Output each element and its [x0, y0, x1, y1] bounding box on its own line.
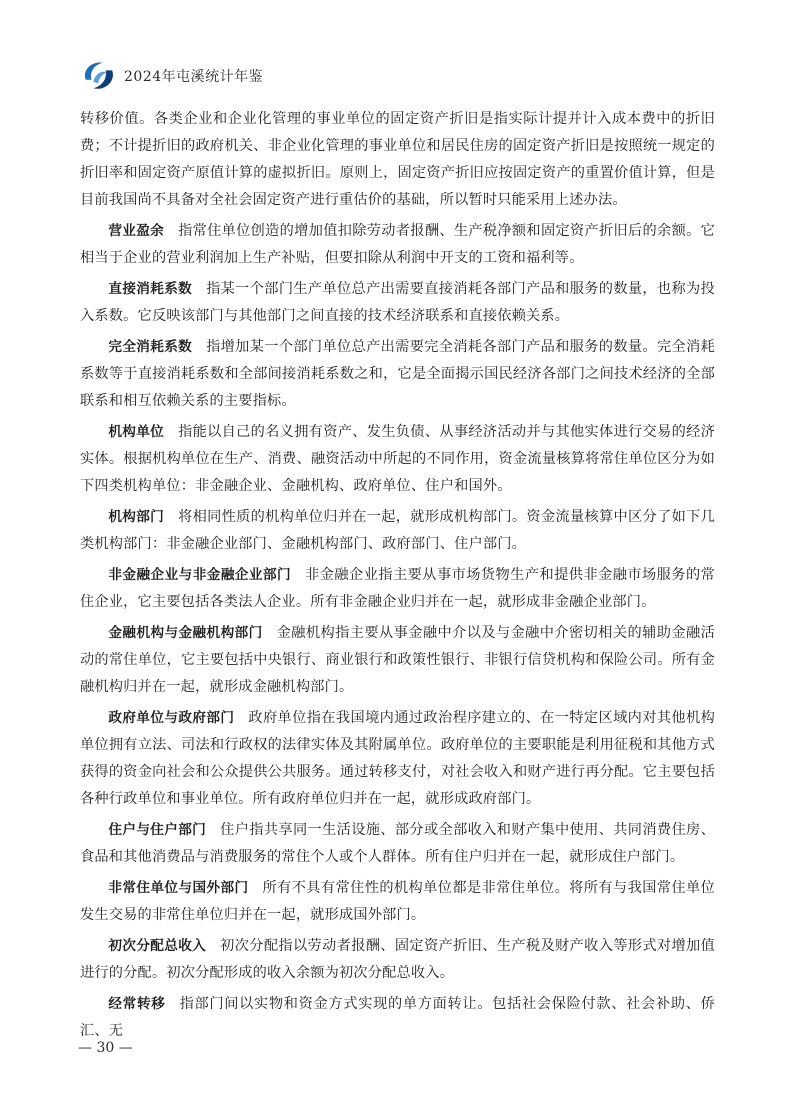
- definition-paragraph: [80, 933, 715, 987]
- definition-term: 住户与住户部门: [108, 822, 207, 838]
- page-header: [80, 58, 263, 94]
- definition-term: 机构单位: [108, 424, 165, 440]
- definition-term: 非金融企业与非金融企业部门: [108, 567, 292, 583]
- definition-text: 非金融企业指主要从事市场货物生产和提供非金融市场服务的常住企业，它主要包括各类法人企业。所有非金融企业归并在一起，就形成非金融企业部门。: [80, 567, 715, 610]
- definition-text: 指常住单位创造的增加值扣除劳动者报酬、生产税净额和固定资产折旧后的余额。它相当于企业的营业利润加上生产补贴，但要扣除从利润中开支的工资和福利等。: [80, 223, 715, 266]
- book-title: 2024年屯溪统计年鉴: [124, 69, 264, 85]
- definition-paragraph: [80, 991, 715, 1045]
- paragraph-text: 转移价值。各类企业和企业化管理的事业单位的固定资产折旧是指实际计提并计入成本费中的折旧费；不计提折旧的政府机关、非企业化管理的事业单位和居民住房的固定资产折旧是按照统一规定的折旧率和固定资产原值计算的虚拟折旧。原则上，固定资产折旧应按固定资产的重置价值计算，但是目前我国尚不具备对全社会固定资产进行重估价的基础，所以暂时只能采用上述办法。: [80, 111, 715, 208]
- document-body: [80, 106, 715, 1049]
- definition-paragraph: [80, 875, 715, 929]
- definition-text: 初次分配指以劳动者报酬、固定资产折旧、生产税及财产收入等形式对增加值进行的分配。初次分配形成的收入余额为初次分配总收入。: [80, 938, 715, 981]
- definition-paragraph: [80, 817, 715, 871]
- definition-term: 营业盈余: [108, 223, 165, 239]
- definition-term: 金融机构与金融机构部门: [108, 625, 263, 641]
- definition-paragraph: [80, 562, 715, 616]
- definition-text: 住户指共享同一生活设施、部分或全部收入和财产集中使用、共同消费住房、食品和其他消费品与消费服务的常住个人或个人群体。所有住户归并在一起，就形成住户部门。: [80, 822, 715, 865]
- definition-term: 政府单位与政府部门: [108, 710, 235, 726]
- definition-paragraph: [80, 620, 715, 701]
- page-number: — 30 —: [78, 1040, 133, 1056]
- definition-term: 非常住单位与国外部门: [108, 880, 249, 896]
- definition-term: 经常转移: [108, 996, 166, 1012]
- definition-paragraph: [80, 218, 715, 272]
- definition-text: 所有不具有常住性的机构单位都是非常住单位。将所有与我国常住单位发生交易的非常住单位归并在一起，就形成国外部门。: [80, 880, 716, 923]
- definition-text: 金融机构指主要从事金融中介以及与金融中介密切相关的辅助金融活动的常住单位，它主要包括中央银行、商业银行和政策性银行、非银行信贷机构和保险公司。所有金融机构归并在一起，就形成金融机构部门。: [80, 625, 715, 695]
- yearbook-logo-icon: [80, 59, 118, 93]
- definition-paragraph: [80, 419, 715, 500]
- definition-text: 指某一个部门生产单位总产出需要直接消耗各部门产品和服务的数量，也称为投入系数。它反映该部门与其他部门之间直接的技术经济联系和直接依赖关系。: [80, 281, 715, 324]
- definition-paragraph: [80, 334, 715, 415]
- definition-term: 直接消耗系数: [108, 281, 193, 297]
- paragraph: [80, 106, 715, 214]
- definition-text: 指增加某一个部门单位总产出需要完全消耗各部门产品和服务的数量。完全消耗系数等于直接消耗系数和全部间接消耗系数之和，它是全面揭示国民经济各部门之间技术经济的全部联系和相互依赖关系的主要指标。: [80, 339, 715, 409]
- definition-paragraph: [80, 276, 715, 330]
- definition-term: 初次分配总收入: [108, 938, 207, 954]
- definition-text: 指能以自己的名义拥有资产、发生负债、从事经济活动并与其他实体进行交易的经济实体。根据机构单位在生产、消费、融资活动中所起的不同作用，资金流量核算将常住单位区分为如下四类机构单位：非金融企业、金融机构、政府单位、住户和国外。: [80, 424, 715, 494]
- definition-term: 机构部门: [108, 509, 165, 525]
- definition-text: 政府单位指在我国境内通过政治程序建立的、在一特定区域内对其他机构单位拥有立法、司法和行政权的法律实体及其附属单位。政府单位的主要职能是利用征税和其他方式获得的资金向社会和公众提供公共服务。通过转移支付，对社会收入和财产进行再分配。它主要包括各种行政单位和事业单位。所有政府单位归并在一起，就形成政府部门。: [80, 710, 715, 807]
- definition-text: 指部门间以实物和资金方式实现的单方面转让。包括社会保险付款、社会补助、侨汇、无: [80, 996, 715, 1039]
- definition-term: 完全消耗系数: [108, 339, 193, 355]
- definition-paragraph: [80, 705, 715, 813]
- definition-paragraph: [80, 504, 715, 558]
- definition-text: 将相同性质的机构单位归并在一起，就形成机构部门。资金流量核算中区分了如下几类机构部门：非金融企业部门、金融机构部门、政府部门、住户部门。: [80, 509, 715, 552]
